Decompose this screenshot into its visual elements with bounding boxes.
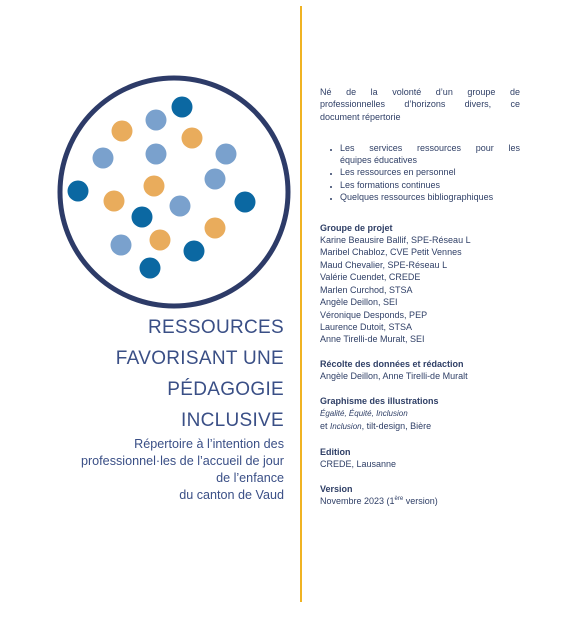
document-subtitle (30, 436, 284, 504)
title-line: PÉDAGOGIE (167, 379, 284, 400)
data-collection-section (320, 358, 520, 383)
list-item-text: • Les services ressources pour les (340, 142, 520, 153)
separator: , (371, 408, 377, 418)
separator: , (344, 408, 349, 418)
document-title (30, 312, 284, 436)
graphics-credit-line1 (320, 407, 520, 420)
edition-section (320, 446, 520, 471)
graphics-section (320, 395, 520, 434)
graphics-credit: , tilt-design, Bière (361, 421, 432, 432)
section-heading: Edition (320, 446, 351, 457)
project-member: Maribel Chabloz, CVE Petit Vennes (320, 247, 462, 258)
logo-dot (205, 169, 226, 190)
project-member: Marlen Curchod, STSA (320, 284, 413, 295)
section-text: Angèle Deillon, Anne Tirelli-de Muralt (320, 371, 468, 382)
subtitle-line: professionnel·les de l’accueil de jour (80, 454, 284, 468)
section-heading: Graphisme des illustrations (320, 395, 439, 406)
logo-dot (150, 230, 171, 251)
logo-dot (216, 144, 237, 165)
title-line: FAVORISANT UNE (115, 348, 284, 369)
list-item: • Les formations continues (340, 179, 520, 191)
logo-dot (140, 258, 161, 279)
intro-line: document répertorie (320, 111, 401, 122)
intro-line: Né de la volonté d’un groupe de (320, 87, 520, 97)
intro-paragraph (320, 86, 520, 136)
logo-dot (184, 241, 205, 262)
subtitle-line: de l’enfance (216, 471, 284, 485)
logo-dot (132, 207, 153, 228)
logo-dot (146, 144, 167, 165)
project-member: Véronique Desponds, PEP (320, 309, 428, 320)
logo-dot (112, 121, 133, 142)
project-group-section (320, 222, 520, 346)
list-item-text: équipes éducatives (340, 155, 418, 166)
logo-dot (182, 128, 203, 149)
inclusion-circle-logo (54, 72, 294, 312)
illustration-name: Égalité (320, 408, 345, 418)
illustration-name: Inclusion (376, 408, 408, 418)
list-item: • Quelques ressources bibliographiques (340, 191, 520, 203)
subtitle-line: du canton de Vaud (179, 488, 284, 502)
logo-dot (144, 176, 165, 197)
illustration-name: Inclusion (330, 422, 362, 432)
section-heading: Récolte des données et rédaction (320, 358, 464, 369)
logo-dot (235, 192, 256, 213)
graphics-credit-line2 (320, 420, 520, 433)
version-text (320, 495, 520, 507)
section-heading: Version (320, 483, 353, 494)
logo-dot (172, 97, 193, 118)
version-label: version) (403, 495, 438, 506)
logo-dot (93, 148, 114, 169)
list-item: • Les ressources en personnel (340, 166, 520, 178)
logo-dot (170, 196, 191, 217)
project-member: Angèle Deillon, SEI (320, 297, 398, 308)
title-line: RESSOURCES (147, 317, 284, 338)
project-member: Laurence Dutoit, STSA (320, 321, 413, 332)
vertical-divider (300, 6, 302, 602)
title-line: INCLUSIVE (180, 410, 284, 431)
conjunction: et (320, 421, 331, 432)
intro-line: professionnelles d’horizons divers, ce (320, 99, 520, 110)
logo-dot (104, 191, 125, 212)
project-member: Karine Beausire Ballif, SPE-Réseau L (320, 235, 471, 246)
subtitle-line: Répertoire à l’intention des (134, 437, 284, 451)
logo-dot (68, 181, 89, 202)
illustration-name: Équité (348, 408, 372, 418)
right-column (320, 86, 520, 519)
logo-dot (111, 235, 132, 256)
section-heading: Groupe de projet (320, 222, 393, 233)
section-text: CREDE, Lausanne (320, 459, 397, 470)
contents-list (320, 142, 520, 204)
project-member: Maud Chevalier, SPE-Réseau L (320, 259, 448, 270)
logo-dot (146, 110, 167, 131)
ordinal-suffix: ère (394, 495, 404, 502)
list-item (340, 142, 520, 167)
version-section (320, 483, 520, 508)
project-member: Anne Tirelli-de Muralt, SEI (320, 334, 425, 345)
version-date: Novembre 2023 (1 (320, 495, 395, 506)
project-member: Valérie Cuendet, CREDE (320, 272, 421, 283)
logo-dot (205, 218, 226, 239)
